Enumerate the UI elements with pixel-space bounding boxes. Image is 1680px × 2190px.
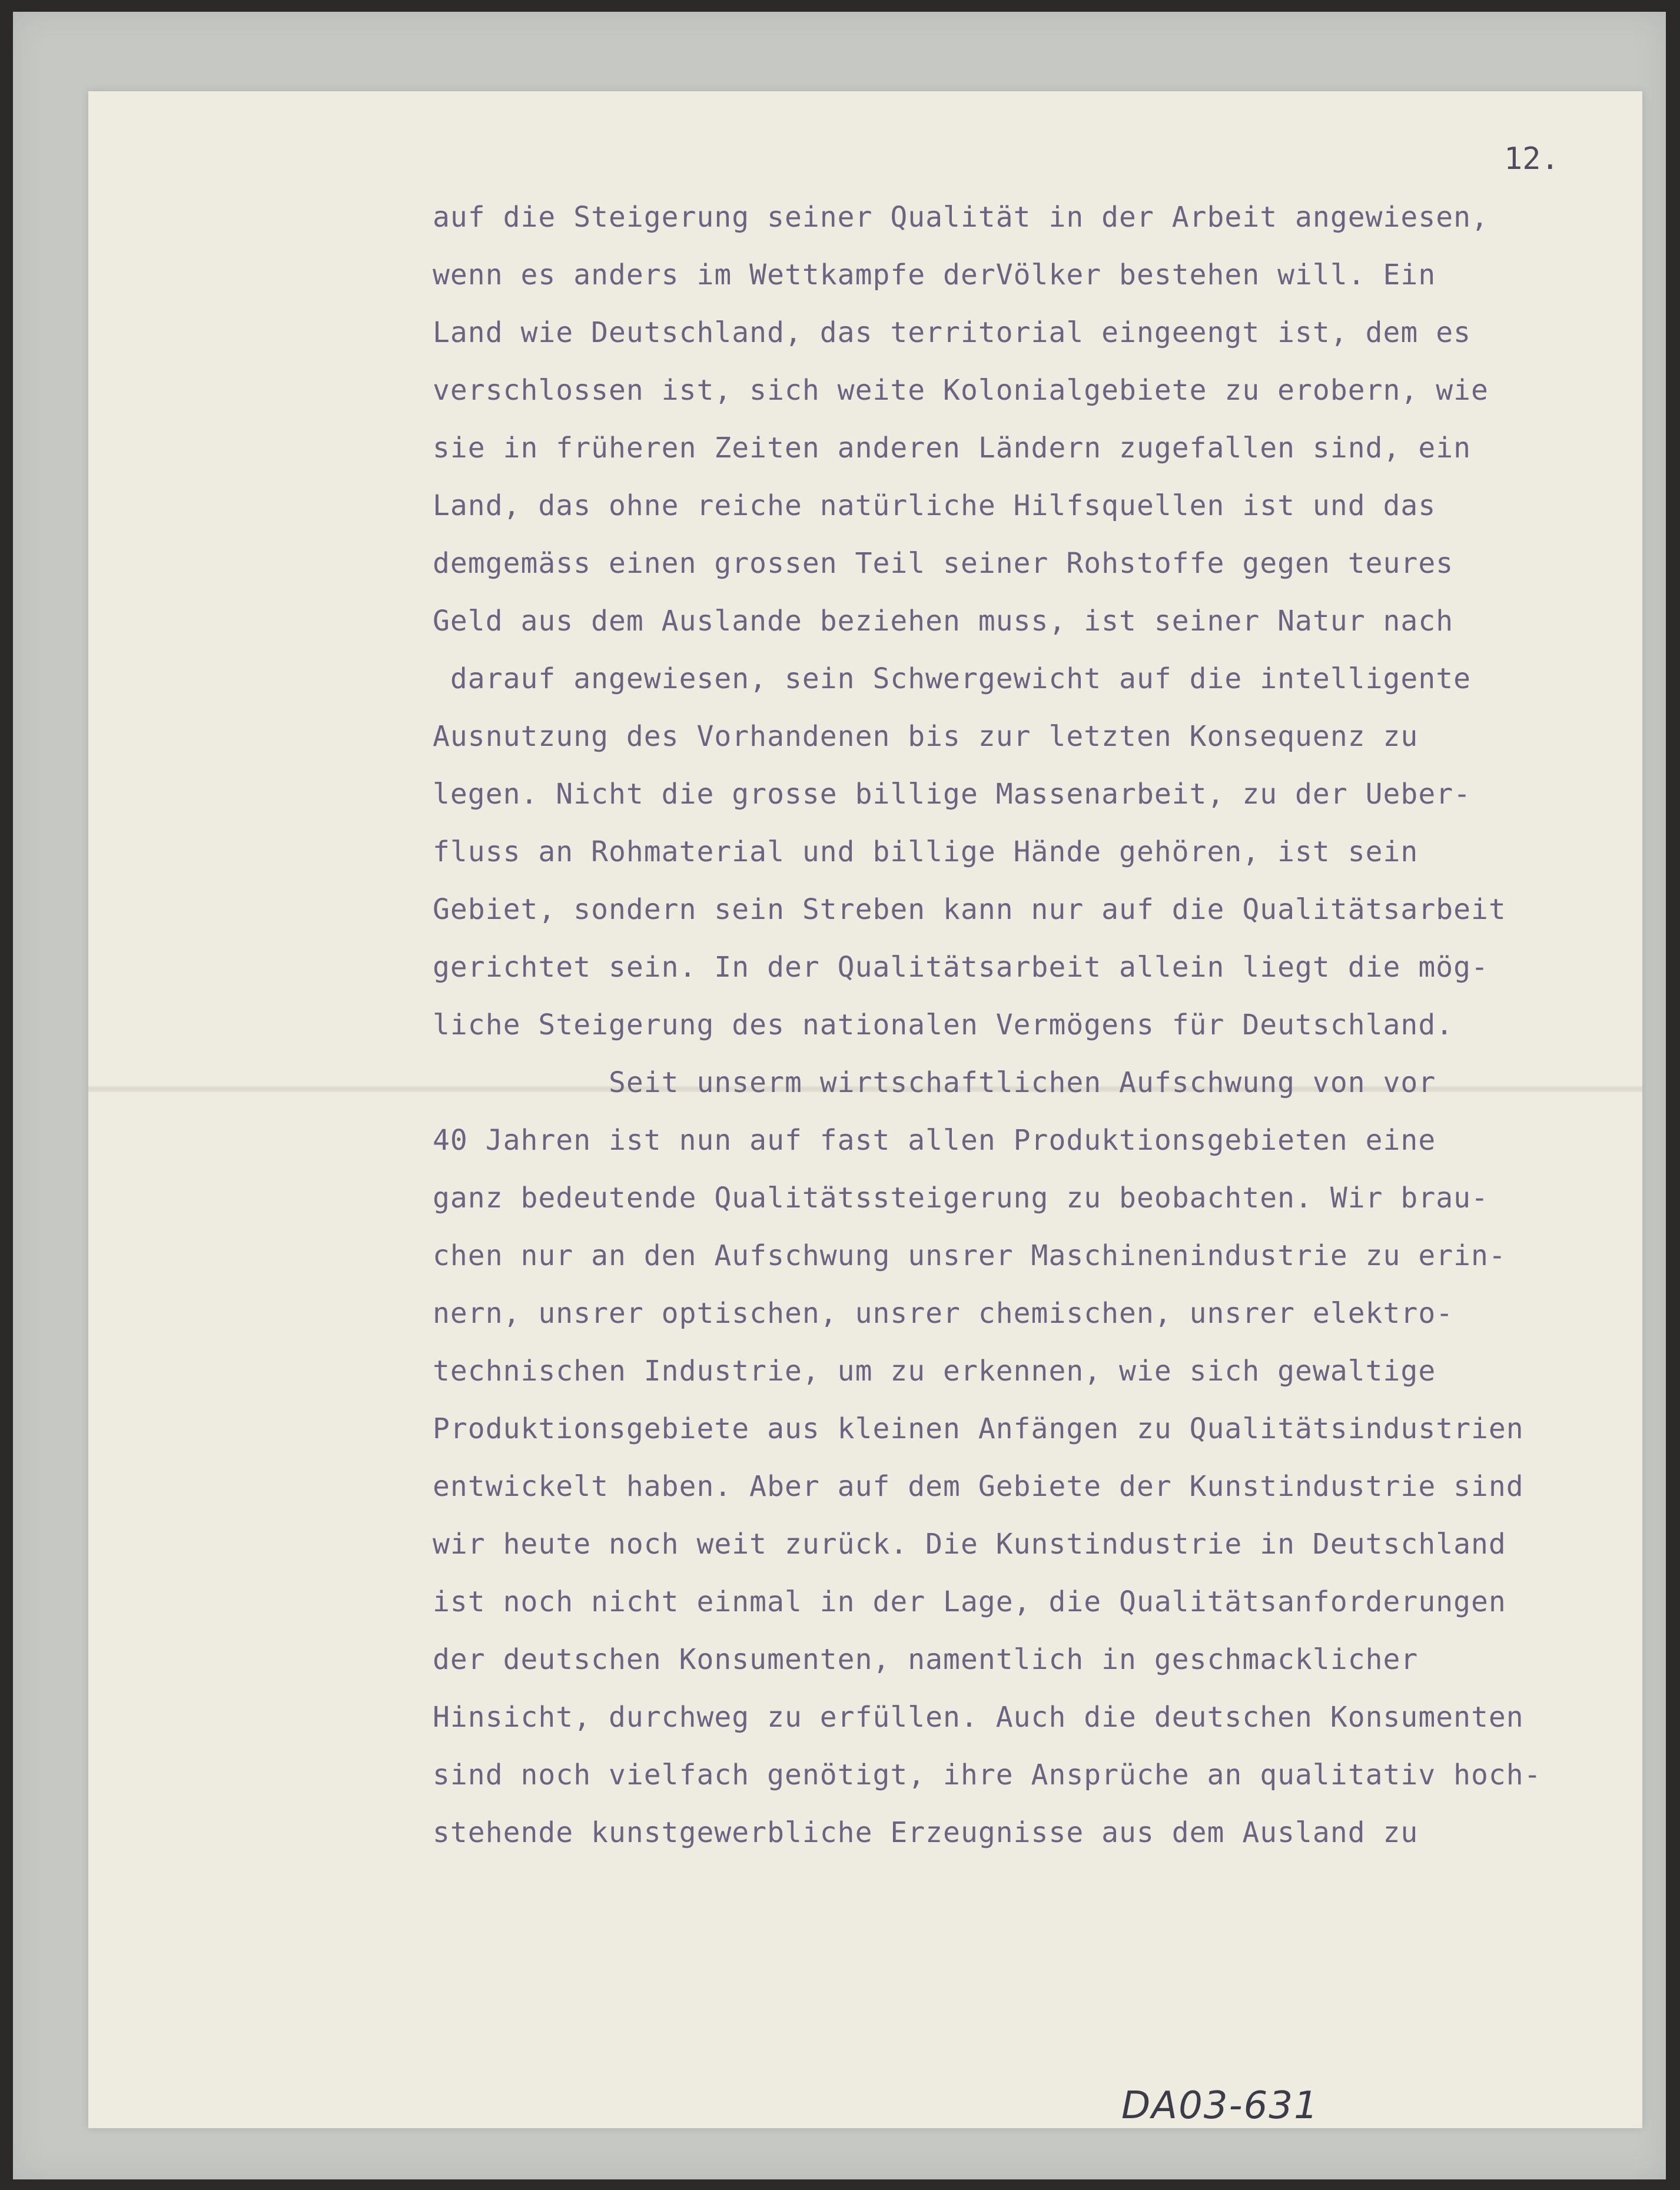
page-number: 12. — [1504, 141, 1559, 177]
text-line: legen. Nicht die grosse billige Massenarbeit, zu der Ueber- — [433, 778, 1472, 811]
text-line: Gebiet, sondern sein Streben kann nur auf die Qualitätsarbeit — [433, 893, 1506, 926]
text-line: sie in früheren Zeiten anderen Ländern zugefallen sind, ein — [433, 432, 1472, 464]
text-line: Geld aus dem Auslande beziehen muss, ist seiner Natur nach — [433, 605, 1454, 638]
text-line: Seit unserm wirtschaftlichen Aufschwung von vor — [433, 1066, 1436, 1099]
text-line: nern, unsrer optischen, unsrer chemischen, unsrer elektro- — [433, 1297, 1454, 1330]
text-line: liche Steigerung des nationalen Vermögens für Deutschland. — [433, 1008, 1454, 1041]
text-line: verschlossen ist, sich weite Kolonialgebiete zu erobern, wie — [433, 374, 1489, 407]
text-line: Hinsicht, durchweg zu erfüllen. Auch die deutschen Konsumenten — [433, 1701, 1524, 1734]
text-line: demgemäss einen grossen Teil seiner Rohstoffe gegen teures — [433, 547, 1454, 580]
text-line: wenn es anders im Wettkampfe derVölker bestehen will. Ein — [433, 258, 1436, 291]
text-line: 40 Jahren ist nun auf fast allen Produktionsgebieten eine — [433, 1124, 1436, 1157]
text-line: der deutschen Konsumenten, namentlich in geschmacklicher — [433, 1643, 1419, 1676]
text-line: Ausnutzung des Vorhandenen bis zur letzten Konsequenz zu — [433, 720, 1419, 753]
text-line: wir heute noch weit zurück. Die Kunstindustrie in Deutschland — [433, 1528, 1506, 1561]
text-line: Land, das ohne reiche natürliche Hilfsquellen ist und das — [433, 489, 1436, 522]
text-line: Produktionsgebiete aus kleinen Anfängen zu Qualitätsindustrien — [433, 1412, 1524, 1445]
archive-signature-mark: DA03-631 — [1121, 2084, 1319, 2128]
text-line: technischen Industrie, um zu erkennen, wie sich gewaltige — [433, 1355, 1436, 1388]
text-line: gerichtet sein. In der Qualitätsarbeit allein liegt die mög- — [433, 951, 1489, 984]
typed-text-body — [433, 188, 1628, 1862]
text-line: stehende kunstgewerbliche Erzeugnisse aus dem Ausland zu — [433, 1816, 1419, 1849]
text-line: auf die Steigerung seiner Qualität in der Arbeit angewiesen, — [433, 201, 1489, 234]
text-line: Land wie Deutschland, das territorial eingeengt ist, dem es — [433, 316, 1472, 349]
text-line: chen nur an den Aufschwung unsrer Maschinenindustrie zu erin- — [433, 1239, 1506, 1272]
text-line: ist noch nicht einmal in der Lage, die Qualitätsanforderungen — [433, 1585, 1506, 1618]
text-line: fluss an Rohmaterial und billige Hände gehören, ist sein — [433, 835, 1419, 868]
text-line: darauf angewiesen, sein Schwergewicht auf die intelligente — [433, 662, 1472, 695]
text-line: ganz bedeutende Qualitätssteigerung zu beobachten. Wir brau- — [433, 1182, 1489, 1215]
text-line: sind noch vielfach genötigt, ihre Ansprüche an qualitativ hoch- — [433, 1758, 1542, 1791]
text-line: entwickelt haben. Aber auf dem Gebiete der Kunstindustrie sind — [433, 1470, 1524, 1503]
